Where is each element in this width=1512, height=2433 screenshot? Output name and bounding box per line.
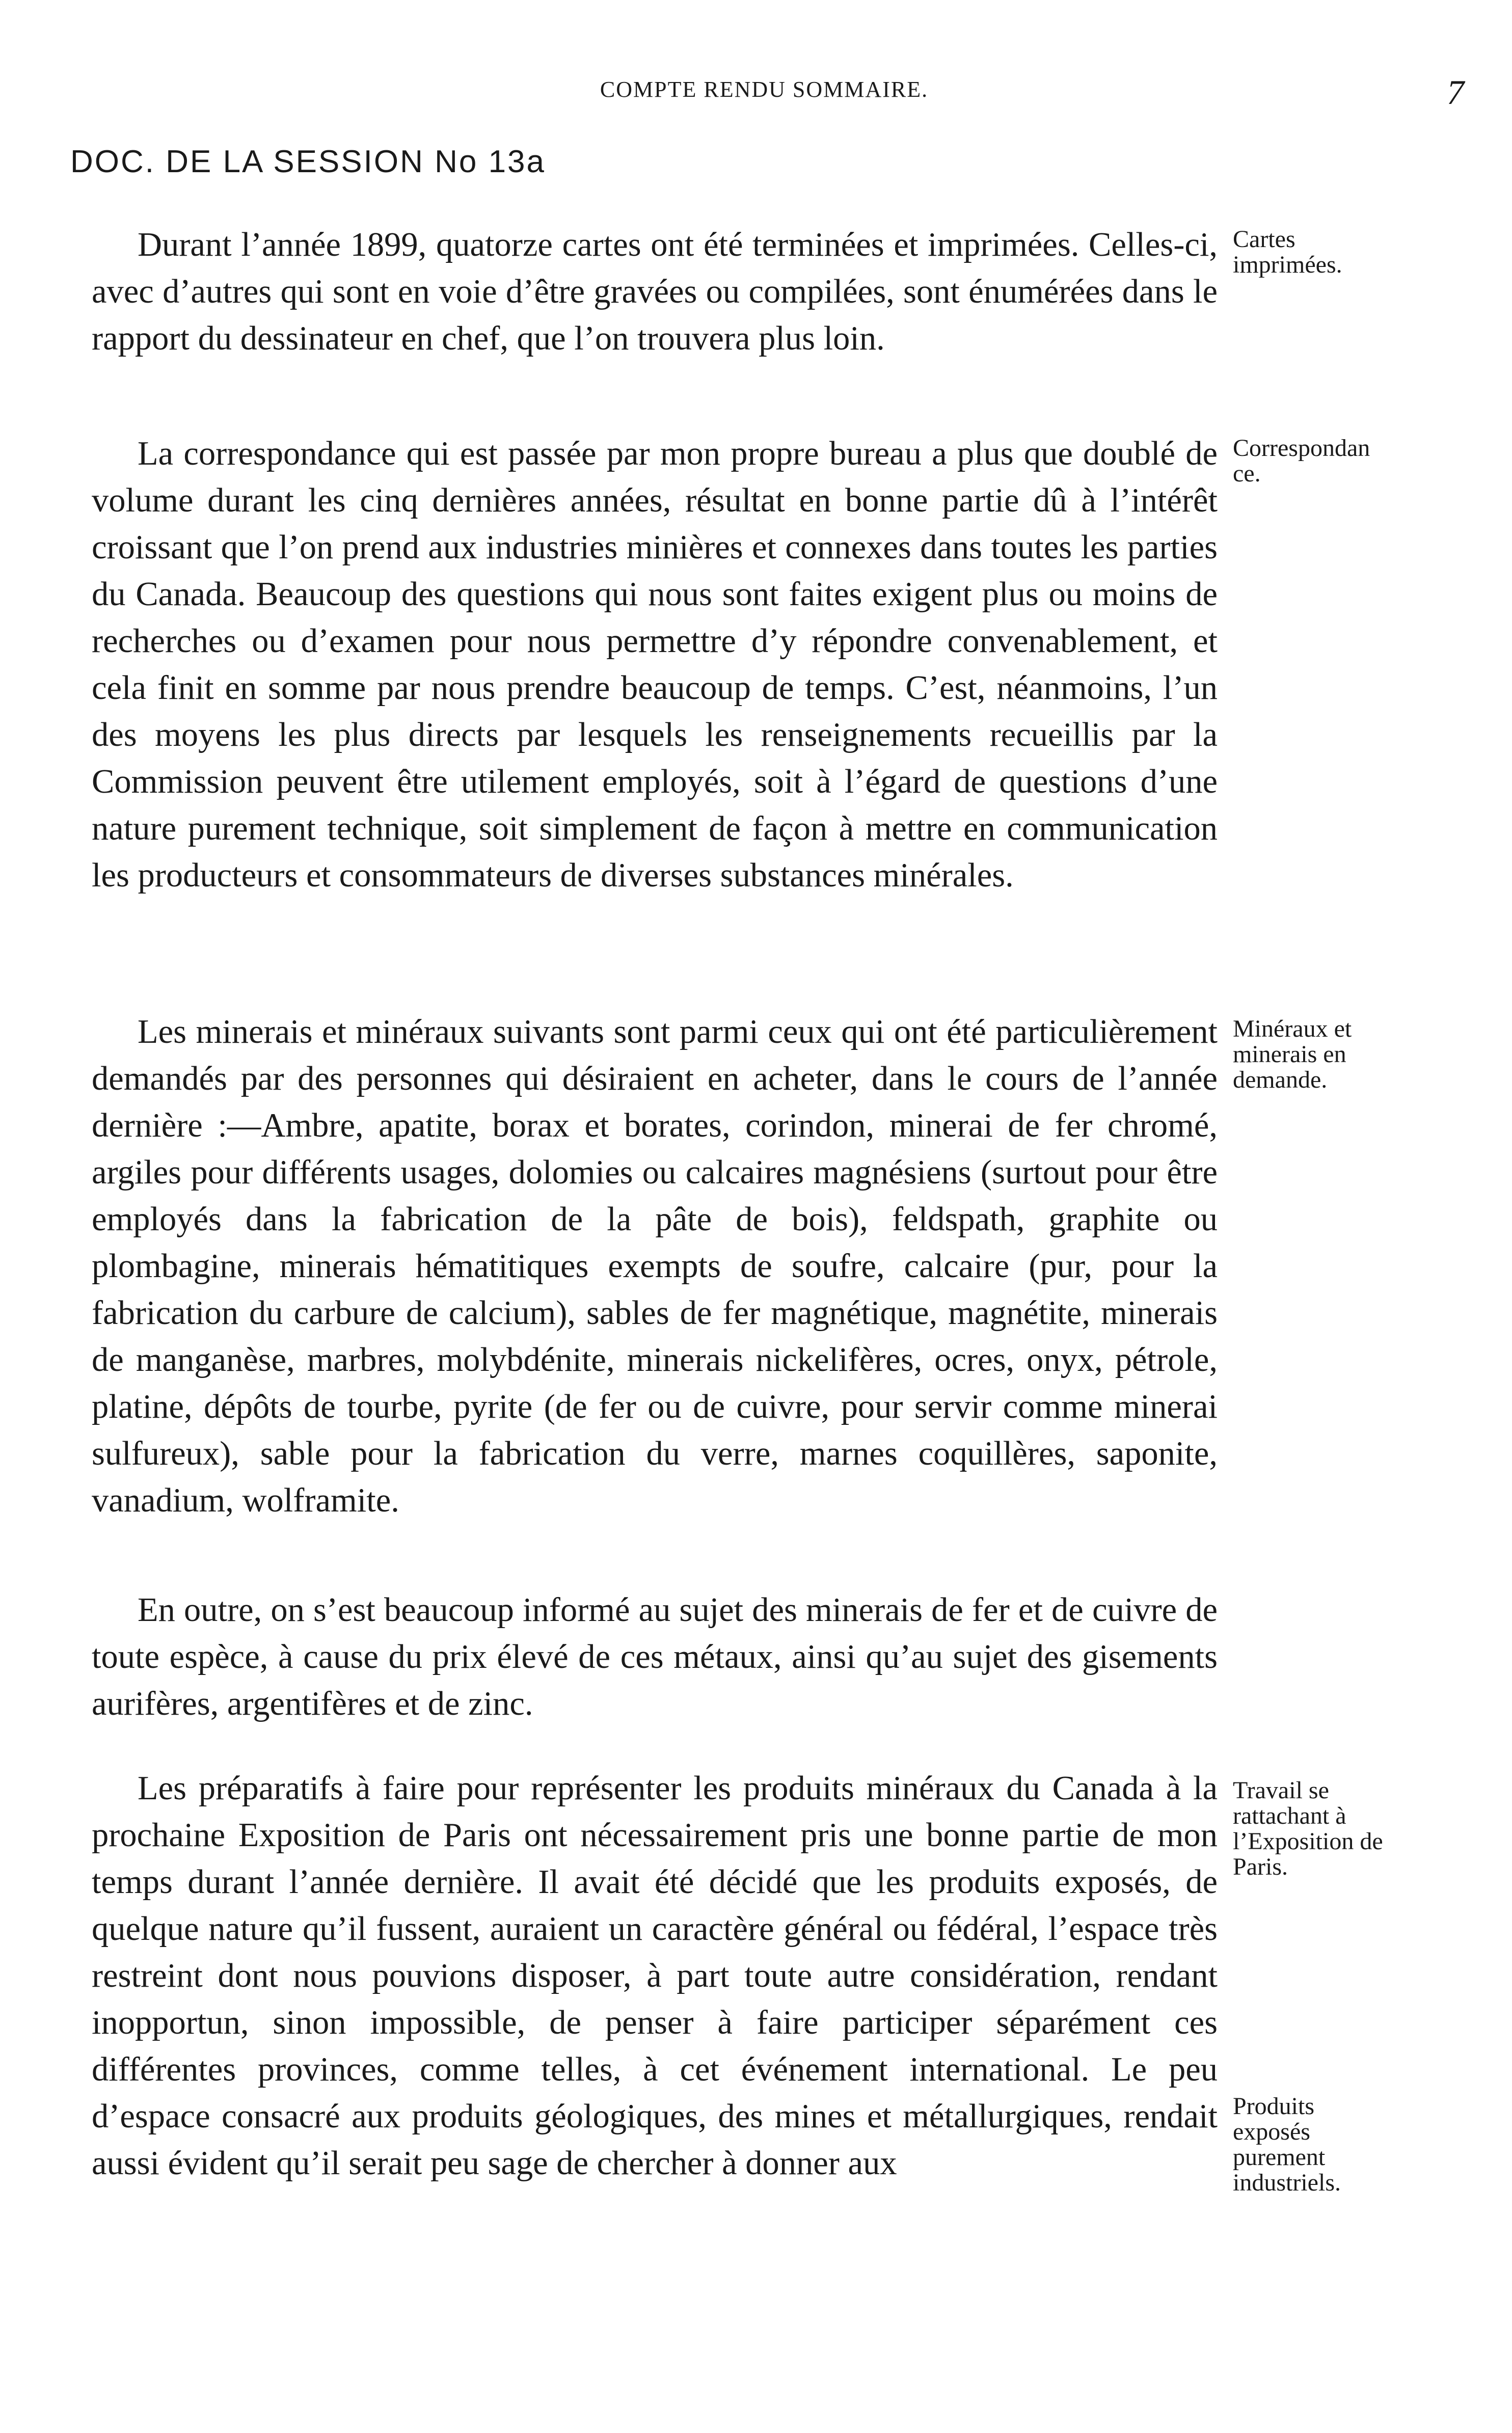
margin-note-maps: Cartes imprimées. [1233,226,1342,278]
paragraph-iron-copper: En outre, on s’est beaucoup informé au sujet des minerais de fer et de cuivre de toute espèce, à cause du prix élevé de ces métaux, ainsi qu’au sujet des gisements aurifères, argentifères et de zinc. [92,1591,1218,1722]
paragraph-correspondence: La correspondance qui est passée par mon propre bureau a plus que doublé de volume durant les cinq dernières années, résultat en bonne partie dû à l’intérêt croissant que l’on prend aux industries minières et connexes dans toutes les parties du Canada. Beaucoup des questions qui nous sont faites exigent plus ou moins de recherches ou d’examen pour nous permettre d’y répondre convenablement, et cela finit en somme par nous prendre beaucoup de temps. C’est, néanmoins, l’un des moyens les plus directs par lesquels les renseignements recueillis par la Commission peuvent être utilement employés, soit à l’égard de questions d’une nature purement technique, soit simplement de façon à mettre en communication les producteurs et consommateurs de diverses substances minérales. [92,435,1218,894]
margin-note-minerals: Minéraux et minerais en demande. [1233,1015,1352,1093]
margin-note-industrial-products: Produits exposés purement industriels. [1233,2093,1341,2196]
paragraph-maps: Durant l’année 1899, quatorze cartes ont été terminées et imprimées. Celles-ci, avec d’autres qui sont en voie d’être gravées ou compilées, sont énumérées dans le rapport du dessinateur en chef, que l’on trouvera plus loin. [92,226,1218,357]
session-document-label: DOC. DE LA SESSION No 13a [70,144,546,179]
paragraph-minerals-in-demand: Les minerais et minéraux suivants sont parmi ceux qui ont été particulièrement demandés par des personnes qui désiraient en acheter, dans le cours de l’année dernière :—Ambre, apatite, borax et borates, corindon, minerai de fer chromé, argiles pour différents usages, dolomies ou calcaires magnésiens (surtout pour être employés dans la fabrication de la pâte de bois), feldspath, graphite ou plombagine, minerais hématitiques exempts de soufre, calcaire (pur, pour la fabrication du carbure de calcium), sables de fer magnétique, magnétite, minerais de manganèse, marbres, molybdénite, minerais nickelifères, ocres, onyx, pétrole, platine, dépôts de tourbe, pyrite (de fer ou de cuivre, pour servir comme minerai sulfureux), sable pour la fabrication du verre, marnes coquillères, saponite, vanadium, wolframite. [92,1013,1218,1519]
margin-note-correspondence: Correspondance. [1233,435,1370,487]
paragraph-paris-exposition: Les préparatifs à faire pour représenter les produits minéraux du Canada à la prochaine Exposition de Paris ont nécessairement pris une bonne partie de mon temps durant l’année dernière. Il avait été décidé que les produits exposés, de quelque nature qu’il fussent, auraient un caractère général ou fédéral, l’espace très restreint dont nous pouvions disposer, à part toute autre considération, rendant inopportun, sinon impossible, de penser à faire participer séparément ces différentes provinces, comme telles, à cet événement international. Le peu d’espace consacré aux produits géologiques, des mines et métallurgiques, rendait aussi évident qu’il serait peu sage de chercher à donner aux [92,1770,1218,2182]
page-number: 7 [1447,73,1464,112]
margin-note-exposition: Travail se rattachant à l’Exposition de Paris. [1233,1777,1383,1880]
running-title: COMPTE RENDU SOMMAIRE. [600,77,929,102]
